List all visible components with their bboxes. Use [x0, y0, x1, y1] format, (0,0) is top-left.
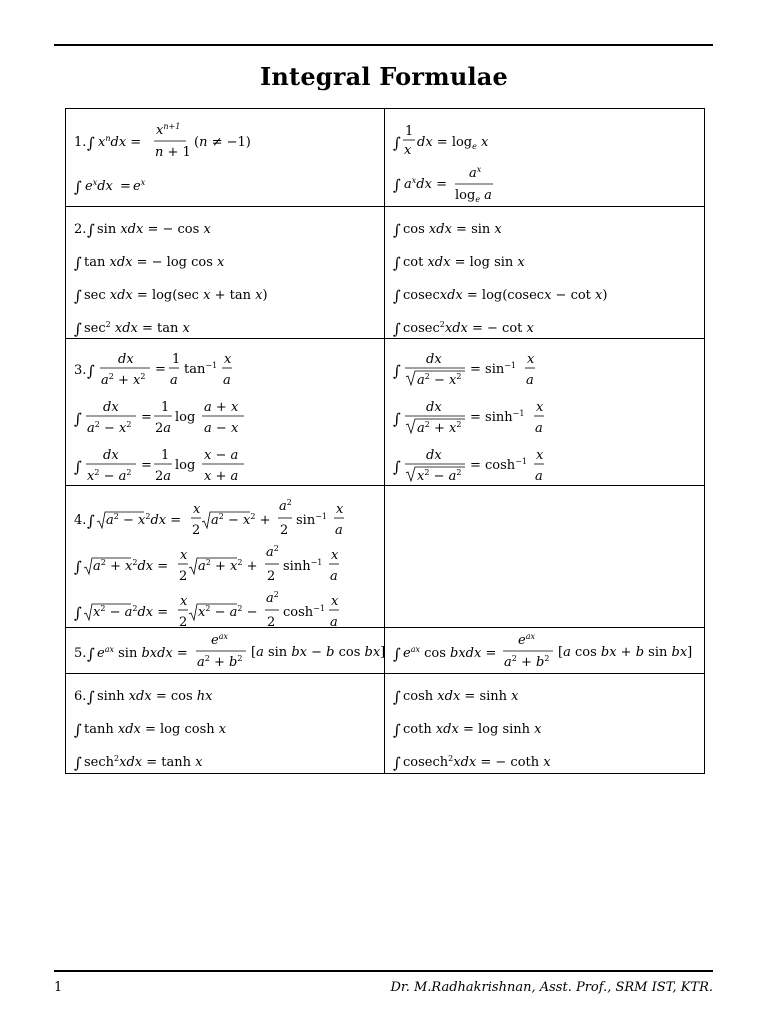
page-number: 1 [54, 980, 63, 995]
svg-text:cosh−1: $\cosh^{-1}$ [283, 604, 325, 620]
svg-text:a: a [335, 523, 343, 538]
svg-text:∫: ∫ [74, 754, 82, 772]
svg-text:∫: ∫ [393, 721, 401, 739]
svg-text:∫: ∫ [74, 604, 82, 622]
svg-text:∫: ∫ [87, 645, 95, 663]
svg-text:a2 − x2: $a^2 - x^2$ [87, 420, 132, 436]
formula-cosec-squared [393, 318, 593, 338]
svg-text:a2 + x2 +: $a^2 + x^2$ + [198, 558, 258, 574]
svg-text:∫: ∫ [393, 254, 401, 272]
header-rule [54, 44, 713, 46]
footer-rule [54, 970, 713, 972]
svg-text:x: x [527, 352, 535, 367]
svg-text:∫: ∫ [74, 178, 82, 196]
svg-text:cot xdx = log sin x: cot xdx = log sin x [403, 255, 525, 270]
svg-text:2: 2 [179, 569, 188, 584]
svg-text:1: 1 [405, 124, 414, 139]
svg-text:x: x [224, 352, 232, 367]
section-5-left [66, 628, 385, 674]
svg-text:∫: ∫ [393, 287, 401, 305]
svg-text:a: a [526, 373, 534, 388]
section-3-right [385, 339, 705, 486]
svg-text:sec xdx = log(sec x + tan x): sec xdx = log(sec x + tan x) [84, 288, 268, 303]
svg-text:∫: ∫ [74, 558, 82, 576]
formula-log-a-minus-x [74, 397, 294, 437]
svg-text:a2 + b2: $a^2 + b^2$ [197, 654, 243, 670]
svg-text:xndx =: $x^ndx$ = [98, 134, 142, 150]
svg-text:ex: $e^x$ [133, 178, 146, 194]
svg-text:xn+1: $x^{n+1}$ [156, 122, 181, 138]
svg-text:a: a [535, 469, 543, 484]
formula-tanh [74, 719, 274, 739]
svg-text:a: a [223, 373, 231, 388]
svg-text:6.: 6. [74, 689, 87, 704]
svg-text:(n ≠ −1): (n ≠ −1) [194, 135, 251, 150]
svg-text:dx: dx [118, 352, 134, 367]
svg-text:exdx: $e^xdx$ [85, 178, 113, 194]
svg-text:2: 2 [280, 523, 289, 538]
svg-text:∫: ∫ [87, 362, 95, 380]
svg-text:a2 − x2: $a^2 - x^2$ [417, 372, 462, 388]
svg-text:x: x [404, 143, 412, 158]
svg-text:∫: ∫ [393, 176, 401, 194]
svg-text:[a sin bx − b cos bx]: [a sin bx − b cos bx] [251, 645, 386, 660]
svg-text:a: a [330, 569, 338, 584]
formula-table [65, 108, 705, 774]
formula-exp-sin [74, 632, 386, 670]
author-credit: Dr. M.Radhakrishnan, Asst. Prof., SRM IST, KTR. [390, 980, 713, 995]
svg-text:a2 + x2: $a^2 + x^2$ [417, 420, 462, 436]
svg-text:= sin−1: = $\sin^{-1}$ [470, 361, 517, 377]
formula-arccosh [393, 445, 613, 485]
formula-cosec [393, 285, 653, 305]
svg-text:tan−1: $\tan^{-1}$ [184, 361, 218, 377]
svg-text:∫: ∫ [393, 134, 401, 152]
svg-text:log: log [175, 458, 196, 473]
svg-text:∫: ∫ [393, 645, 401, 663]
svg-text:cosecxdx = log(cosecx − cot x): cosecxdx = log(cosecx − cot x) [403, 288, 608, 303]
svg-text:1: 1 [161, 448, 170, 463]
svg-text:x − a: x − a [204, 448, 239, 463]
svg-text:2a: 2a [155, 469, 172, 484]
svg-text:loge a: $\log_e a$ [455, 188, 492, 204]
formula-sin [74, 219, 274, 239]
svg-text:5.: 5. [74, 646, 87, 661]
svg-text:eax: $e^{ax}$ [518, 632, 535, 648]
formula-arcsinh [393, 397, 613, 437]
svg-text:2a: 2a [155, 421, 172, 436]
svg-text:a2 + b2: $a^2 + b^2$ [504, 654, 550, 670]
svg-text:x: x [331, 548, 339, 563]
svg-text:x + a: x + a [204, 469, 239, 484]
svg-text:∫: ∫ [74, 287, 82, 305]
section-4-right-empty [385, 486, 705, 628]
svg-text:a2: $a^2$ [266, 590, 279, 606]
svg-text:a: a [170, 373, 178, 388]
svg-text:1: 1 [172, 352, 181, 367]
svg-text:dx = loge x: dx = $\log_e x$ [417, 135, 489, 151]
svg-text:x2 − a2 −: $x^2 - a^2$ − [198, 604, 258, 620]
section-2-left [66, 207, 385, 339]
svg-text:sin xdx = − cos x: sin xdx = − cos x [97, 222, 211, 237]
section-4-row [66, 486, 705, 628]
svg-text:eax sin bxdx =: $e^{ax}$ sin bxdx = [97, 645, 188, 661]
section-1-left [66, 109, 385, 207]
svg-text:x: x [180, 594, 188, 609]
svg-text:n + 1: n + 1 [155, 145, 191, 160]
svg-text:x2 − a2dx =: $x^2 - a^2dx$ = [93, 604, 169, 620]
svg-text:dx: dx [426, 352, 442, 367]
svg-text:sech2xdx = tanh x: sech$^2$xdx = tanh x [84, 754, 203, 770]
section-3-row [66, 339, 705, 486]
svg-text:eax: $e^{ax}$ [211, 632, 228, 648]
svg-text:∫: ∫ [393, 688, 401, 706]
svg-text:2.: 2. [74, 222, 87, 237]
page-title: Integral Formulae [259, 62, 509, 91]
svg-text:[a cos bx + b sin bx]: [a cos bx + b sin bx] [558, 645, 693, 660]
svg-text:dx: dx [426, 448, 442, 463]
section-2-row [66, 207, 705, 339]
svg-text:∫: ∫ [74, 458, 82, 476]
svg-text:coth xdx = log sinh x: coth xdx = log sinh x [403, 722, 542, 737]
svg-text:∫: ∫ [393, 362, 401, 380]
svg-text:=: = [155, 362, 166, 377]
svg-text:cosech2xdx = − coth x: cosech$^2$xdx = − coth x [403, 754, 551, 770]
svg-text:2: 2 [267, 569, 276, 584]
svg-text:sinh−1: $\sinh^{-1}$ [283, 558, 323, 574]
formula-cot [393, 252, 593, 272]
formula-tan [74, 252, 274, 272]
svg-text:dx: dx [103, 400, 119, 415]
svg-text:= sinh−1: = $\sinh^{-1}$ [470, 409, 525, 425]
svg-text:2: 2 [192, 523, 201, 538]
formula-reciprocal [393, 121, 533, 161]
svg-text:4.: 4. [74, 513, 87, 528]
svg-text:sec2 xdx = tan x: $\sec^2$ xdx = tan x [84, 320, 190, 336]
section-6-row [66, 674, 705, 774]
section-4-left [66, 486, 385, 628]
section-5-right [385, 628, 705, 674]
svg-text:cosh xdx = sinh x: cosh xdx = sinh x [403, 689, 519, 704]
svg-text:∫: ∫ [74, 410, 82, 428]
formula-exp-cos [393, 632, 693, 670]
svg-text:a2 − x2 +: $a^2 - x^2$ + [211, 512, 271, 528]
svg-text:x: x [193, 502, 201, 517]
svg-text:sinh xdx = cos hx: sinh xdx = cos hx [97, 689, 213, 704]
svg-text:∫: ∫ [87, 134, 95, 152]
svg-text:a + x: a + x [204, 400, 239, 415]
formula-cos [393, 219, 593, 239]
formula-sqrt-a2-minus-x2 [74, 498, 374, 538]
svg-text:∫: ∫ [74, 254, 82, 272]
svg-text:∫: ∫ [74, 721, 82, 739]
formula-sec-squared [74, 318, 274, 338]
svg-text:∫: ∫ [87, 221, 95, 239]
svg-text:a2 + x2: $a^2 + x^2$ [101, 372, 146, 388]
svg-text:a − x: a − x [204, 421, 239, 436]
svg-text:cosec2xdx = − cot x: cosec$^2$xdx = − cot x [403, 320, 534, 336]
formula-general-exp [393, 165, 533, 205]
svg-text:∫: ∫ [393, 754, 401, 772]
svg-text:a2: $a^2$ [266, 544, 279, 560]
formula-sinh [74, 686, 274, 706]
svg-text:axdx =: $a^xdx$ = [404, 176, 447, 192]
formula-arctan [74, 349, 294, 389]
formula-sech-squared [74, 752, 274, 772]
svg-text:=: = [141, 458, 152, 473]
svg-text:x2 − a2: $x^2 - a^2$ [417, 468, 462, 484]
svg-text:dx: dx [426, 400, 442, 415]
formula-cosh [393, 686, 593, 706]
section-1-row [66, 109, 705, 207]
svg-text:ax: $a^x$ [469, 165, 482, 181]
svg-text:2: 2 [179, 615, 188, 630]
section-2-right [385, 207, 705, 339]
svg-text:∫: ∫ [74, 320, 82, 338]
svg-text:∫: ∫ [393, 458, 401, 476]
svg-text:sin−1: $\sin^{-1}$ [296, 512, 327, 528]
svg-text:a: a [535, 421, 543, 436]
svg-text:a2: $a^2$ [279, 498, 292, 514]
formula-log-x-minus-a [74, 445, 294, 485]
svg-text:∫: ∫ [87, 688, 95, 706]
section-5-row [66, 628, 705, 674]
section-6-left [66, 674, 385, 774]
svg-text:cos xdx = sin x: cos xdx = sin x [403, 222, 502, 237]
svg-text:=: = [120, 179, 131, 194]
svg-text:x: x [331, 594, 339, 609]
formula-sec [74, 285, 314, 305]
svg-text:x: x [536, 400, 544, 415]
svg-text:x: x [336, 502, 344, 517]
formula-power-rule [74, 121, 314, 161]
svg-text:tan xdx = − log cos x: tan xdx = − log cos x [84, 255, 225, 270]
formula-cosech-squared [393, 752, 613, 772]
svg-text:=: = [141, 410, 152, 425]
formula-coth [393, 719, 593, 739]
section-6-right [385, 674, 705, 774]
svg-text:a: a [330, 615, 338, 630]
svg-text:∫: ∫ [87, 512, 95, 530]
section-3-left [66, 339, 385, 486]
svg-text:∫: ∫ [393, 320, 401, 338]
svg-text:eax cos bxdx =: $e^{ax}$ cos bxdx = [403, 645, 497, 661]
formula-exp [74, 175, 214, 197]
svg-text:∫: ∫ [393, 410, 401, 428]
svg-text:2: 2 [267, 615, 276, 630]
svg-text:x2 − a2: $x^2 - a^2$ [87, 468, 132, 484]
formula-sqrt-x2-minus-a2 [74, 590, 374, 630]
svg-text:tanh xdx = log cosh x: tanh xdx = log cosh x [84, 722, 227, 737]
formula-sqrt-a2-plus-x2 [74, 544, 374, 584]
section-1-right [385, 109, 705, 207]
svg-text:a2 − x2dx =: $a^2 - x^2dx$ = [106, 512, 182, 528]
svg-text:1.: 1. [74, 135, 87, 150]
svg-text:log: log [175, 410, 196, 425]
svg-text:3.: 3. [74, 363, 87, 378]
svg-text:x: x [180, 548, 188, 563]
svg-text:dx: dx [103, 448, 119, 463]
svg-text:x: x [536, 448, 544, 463]
svg-text:1: 1 [161, 400, 170, 415]
svg-text:= cosh−1: = $\cosh^{-1}$ [470, 457, 527, 473]
formula-arcsin [393, 349, 613, 389]
svg-text:∫: ∫ [393, 221, 401, 239]
svg-text:a2 + x2dx =: $a^2 + x^2dx$ = [93, 558, 169, 574]
